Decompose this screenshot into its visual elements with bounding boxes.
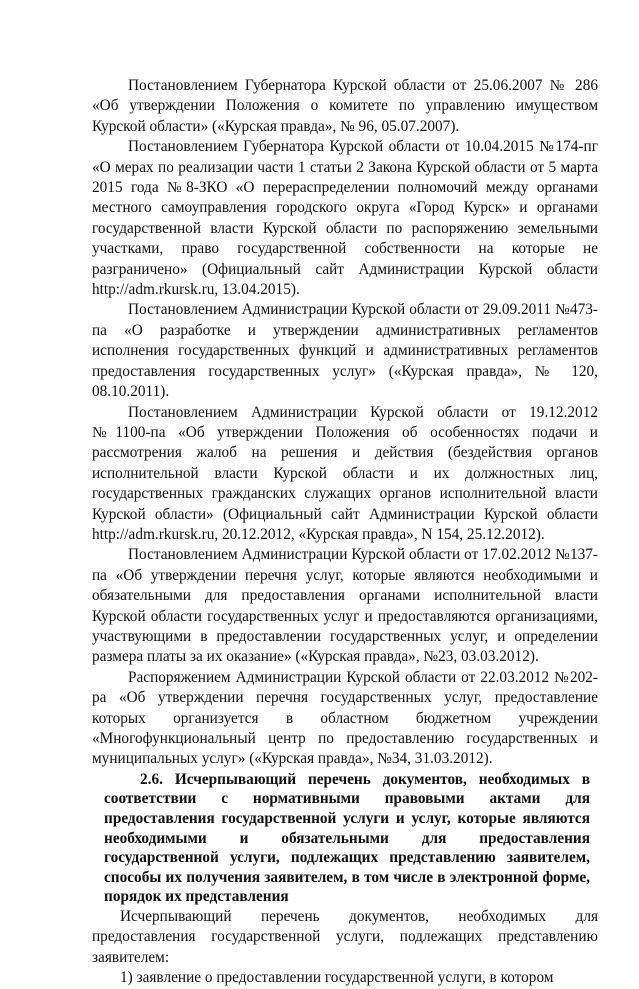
paragraph-5: Постановлением Администрации Курской области от 17.02.2012 №137-па «Об утверждении перечня услуг, которые являются необходимыми и обязательными для предоставления органами исполнительной власти Курской области государственных услуг и предоставляются организациями, участвующими в предоставлении государственных услуг, и определении размера платы за их оказание» («Курская правда», №23, 03.03.2012). xyxy=(92,546,598,666)
paragraph-3: Постановлением Администрации Курской области от 29.09.2011 №473-па «О разработке и утверждении административных регламентов исполнения государственных функций и административных регламентов предоставления государственных услуг» («Курская правда», № 120, 08.10.2011). xyxy=(92,301,598,401)
paragraph-4: Постановлением Администрации Курской области от 19.12.2012 №1100-па «Об утверждении Положения об особенностях подачи и рассмотрения жалоб на решения и действия (бездействия органов исполнительной власти Курской области и их должностных лиц, государственных гражданских служащих органов исполнительной власти Курской области» (Официальный сайт Администрации Курской области http://adm.rkursk.ru, 20.12.2012, «Курская правда», N 154, 25.12.2012). xyxy=(92,403,598,543)
paragraph-7: Исчерпывающий перечень документов, необходимых для предоставления государственной услуги, подлежащих представлению заявителем: xyxy=(92,907,598,966)
section-heading: 2.6. Исчерпывающий перечень документов, необходимых в соответствии с нормативными правовыми актами для предоставления государственной услуги и услуг, которые являются необходимыми и обязательными для предоставления государственной услуги, подлежащих представлению заявителем, способы их получения заявителем, в том числе в электронной форме, порядок их представления xyxy=(104,770,590,906)
paragraph-1: Постановлением Губернатора Курской области от 25.06.2007 № 286 «Об утверждении Положения о комитете по управлению имуществом Курской области» («Курская правда», № 96, 05.07.2007). xyxy=(92,77,598,135)
paragraph-2: Постановлением Губернатора Курской области от 10.04.2015 №174-пг «О мерах по реализации части 1 статьи 2 Закона Курской области от 5 марта 2015 года №8-ЗКО «О перераспределении полномочий между органами местного самоуправления городского округа «Город Курск» и органами государственной власти Курской области по распоряжению земельными участками, право государственной собственности на которые не разграничено» (Официальный сайт Администрации Курской области http://adm.rkursk.ru, 13.04.2015). xyxy=(92,138,598,299)
list-item-1: 1) заявление о предоставлении государственной услуги, в котором xyxy=(120,969,554,987)
document-body xyxy=(92,76,598,989)
paragraph-6: Распоряжением Администрации Курской области от 22.03.2012 №202-ра «Об утверждении перечня государственных услуг, предоставление которых организуется в областном бюджетном учреждении «Многофункциональный центр по предоставлению государственных и муниципальных услуг» («Курская правда», №34, 31.03.2012). xyxy=(92,668,598,768)
